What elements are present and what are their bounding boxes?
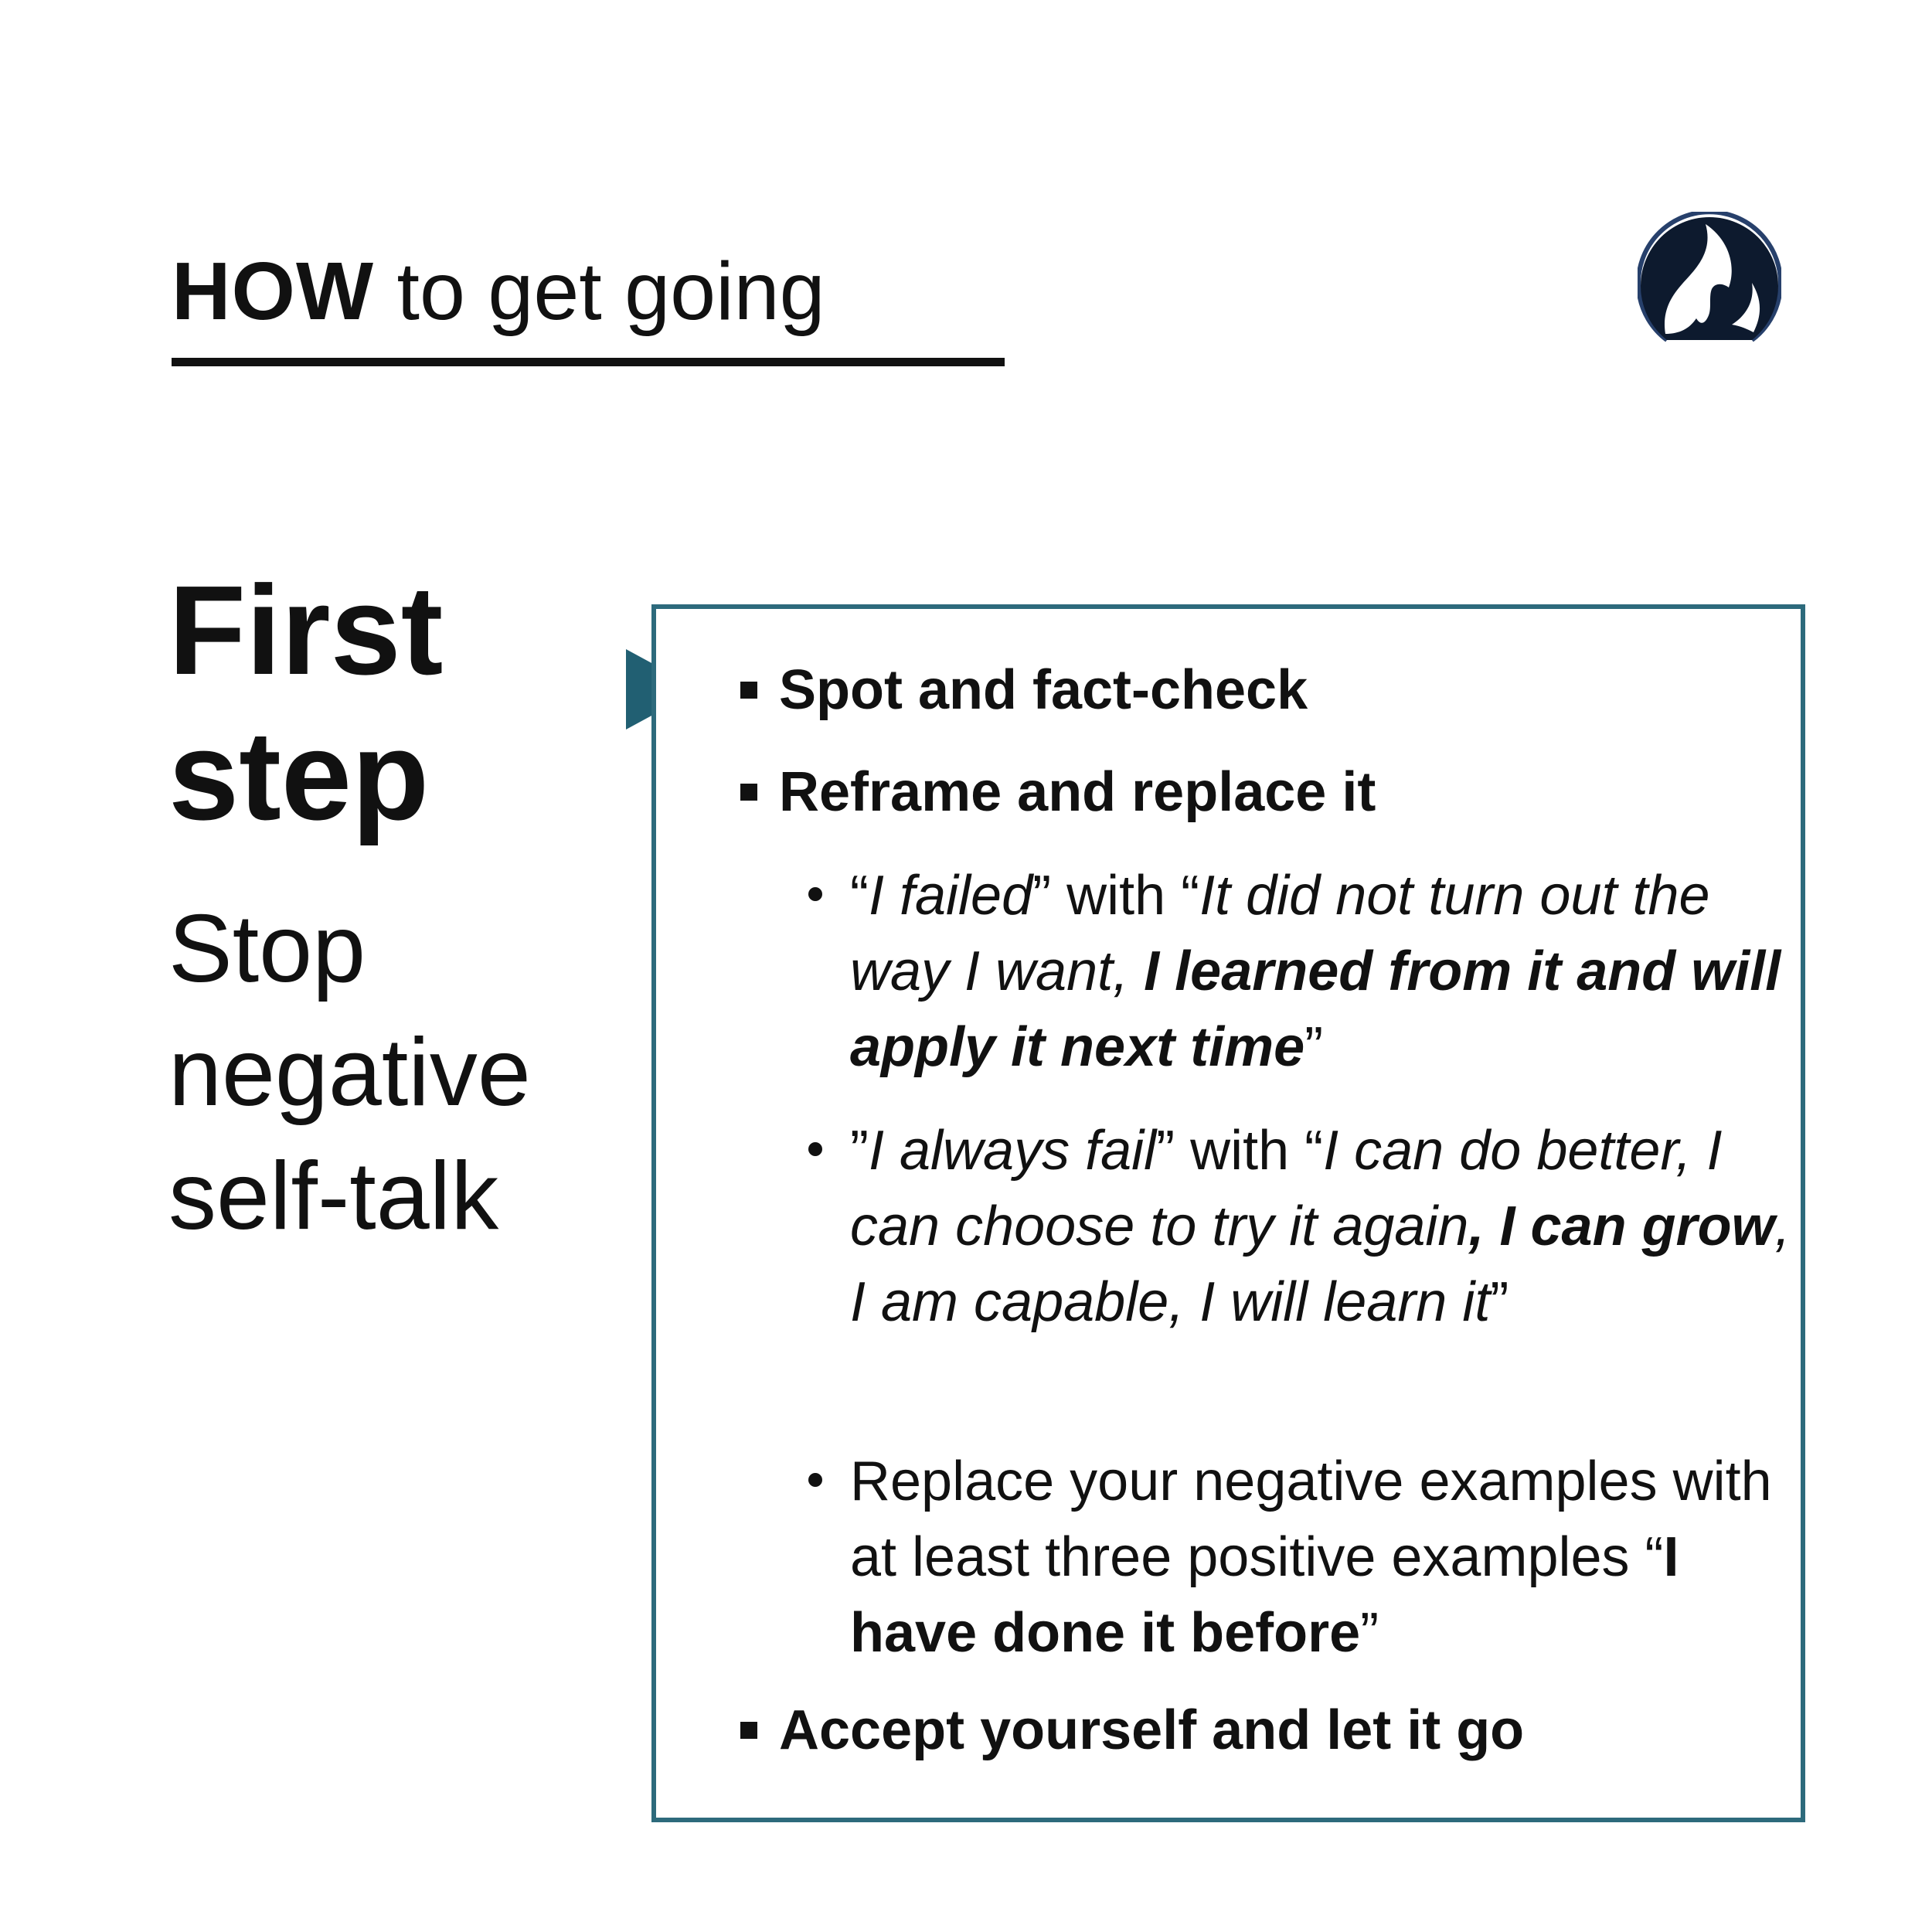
sub2-phrase-negative: I always fail [868, 1120, 1157, 1182]
round-bullet-icon [808, 887, 822, 901]
header-strong-word: HOW [172, 246, 375, 337]
step-subtitle-line1: Stop [168, 896, 366, 1002]
list-item-spot-fact-check: Spot and fact-check [779, 659, 1308, 721]
sub2-close-quote: ” [1490, 1271, 1509, 1333]
list-item-reframe-replace: Reframe and replace it [779, 761, 1376, 823]
step-subtitle-line3: self-talk [168, 1143, 499, 1250]
round-bullet-icon [808, 1142, 822, 1156]
sub2-open-quote: ” [850, 1120, 869, 1182]
sub-item-i-failed [850, 858, 1793, 1085]
sub2-phrase-emphasis: , I can grow [1468, 1196, 1775, 1257]
sub3-emphasis: I have done it before [850, 1526, 1679, 1664]
step-subtitle-line2: negative [168, 1019, 531, 1126]
header-rest-text: to get going [374, 246, 825, 337]
step-heading [168, 558, 632, 849]
sub1-with: ” with “ [1032, 865, 1200, 927]
sub1-phrase-emphasis: I learned from it and will apply it next time [850, 940, 1781, 1078]
sub2-with: ” with “ [1156, 1120, 1324, 1182]
list-item-accept-yourself: Accept yourself and let it go [779, 1699, 1525, 1761]
sub1-phrase-positive: It did not turn out the way I want, [850, 865, 1710, 1002]
sub3-close-quote: ” [1360, 1602, 1379, 1664]
step-heading-line2: step [168, 705, 430, 846]
sub-item-i-always-fail [850, 1113, 1793, 1340]
square-bullet-icon [740, 682, 757, 699]
sub1-open-quote: “ [850, 865, 869, 927]
page-header-title [172, 241, 825, 342]
sub3-text: Replace your negative examples with at least three positive examples “ [850, 1451, 1772, 1588]
sub1-phrase-negative: I failed [868, 865, 1033, 927]
square-bullet-icon [740, 784, 757, 801]
header-underline [172, 358, 1005, 366]
round-bullet-icon [808, 1473, 822, 1487]
sub2-phrase-tail: , I am capable, I will learn it [850, 1196, 1791, 1333]
flame-icon [1638, 212, 1781, 343]
sub-item-replace-examples [850, 1444, 1793, 1671]
step-heading-line1: First [168, 560, 444, 701]
sub2-phrase-positive: I can do better, I can choose to try it again [850, 1120, 1723, 1257]
square-bullet-icon [740, 1722, 757, 1739]
step-subtitle [168, 887, 648, 1258]
sub1-close-quote: ” [1304, 1016, 1324, 1078]
